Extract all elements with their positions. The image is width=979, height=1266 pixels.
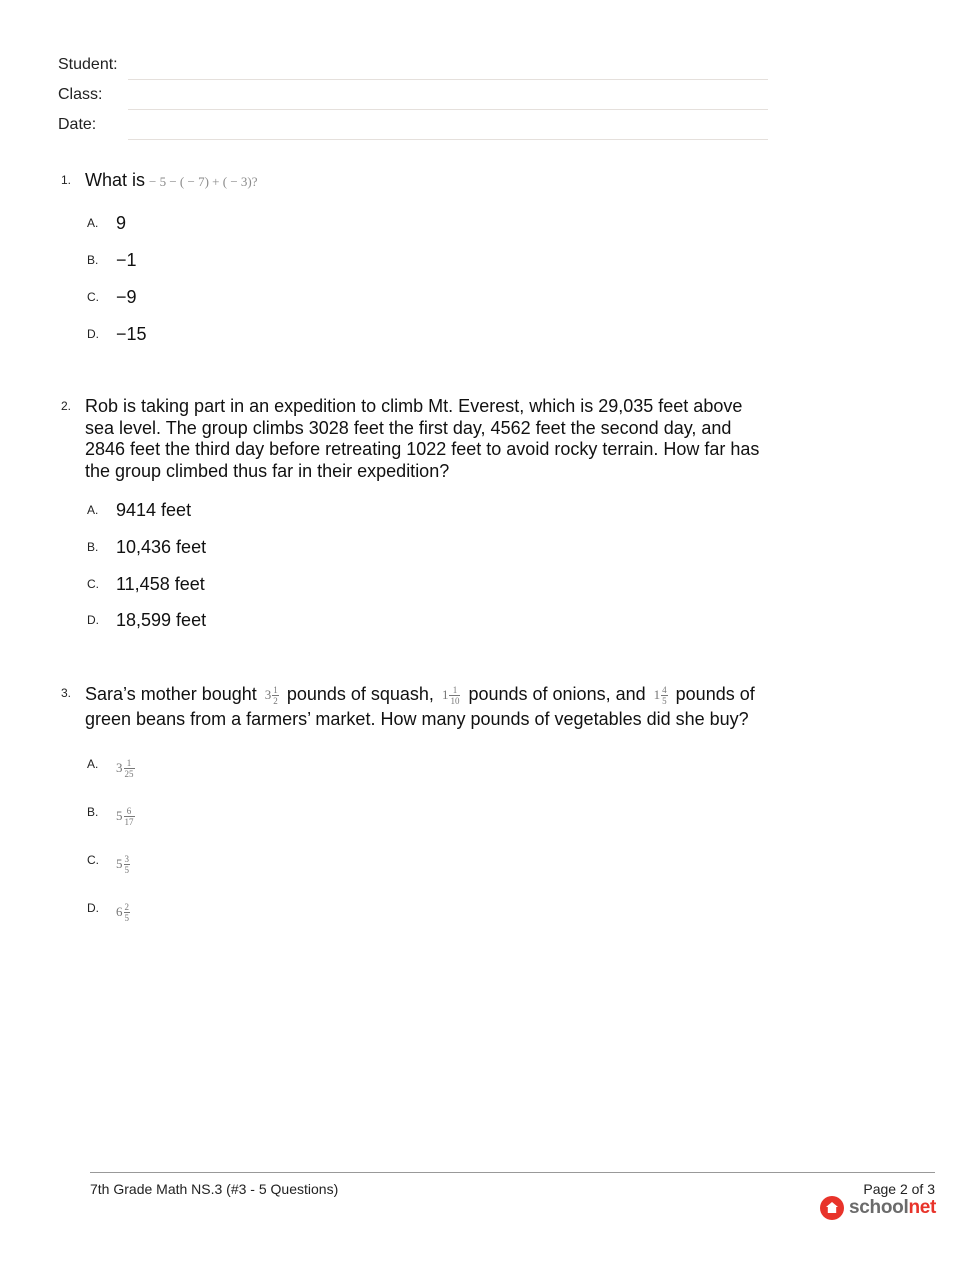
option-b[interactable]: −1 — [116, 250, 137, 270]
logo-text-net: net — [908, 1197, 937, 1218]
fraction-numerator: 1 — [273, 684, 278, 695]
fraction-whole: 3 — [116, 760, 123, 776]
question-text: Rob is taking part in an expedition to climb Mt. Everest, which is 29,035 feet above sea level. The group climbs 3028 feet the first day, 4562 feet the second day, and 2846 feet the third day before retreating 1022 feet to avoid rocky terrain. How far has the group climbed thus far in their expedition? — [85, 396, 760, 481]
question-number: 3. — [61, 686, 72, 700]
question-1-expression: − 5 − ( − 7) + ( − 3)? — [149, 174, 258, 189]
option-b[interactable] — [116, 805, 135, 827]
option-letter: C. — [87, 290, 99, 304]
option-letter: B. — [87, 805, 99, 819]
question-3-text-part3: pounds of onions, and — [468, 684, 646, 704]
fraction-whole: 6 — [116, 904, 123, 920]
fraction-denominator: 5 — [124, 864, 129, 875]
question-text — [85, 170, 765, 193]
fraction-whole: 5 — [116, 808, 123, 824]
page-indicator: Page 2 of 3 — [863, 1181, 935, 1197]
mixed-fraction — [654, 683, 668, 707]
fraction-whole: 5 — [116, 856, 123, 872]
mixed-fraction — [116, 854, 130, 875]
option-letter: A. — [87, 216, 99, 230]
mixed-fraction — [116, 758, 135, 779]
option-d[interactable]: −15 — [116, 324, 147, 344]
option-c[interactable] — [116, 853, 130, 875]
option-letter: D. — [87, 613, 99, 627]
option-a[interactable]: 9 — [116, 213, 127, 233]
option-d[interactable] — [116, 901, 130, 923]
option-letter: D. — [87, 327, 99, 341]
option-a[interactable] — [116, 757, 135, 779]
fraction-denominator: 10 — [450, 695, 460, 706]
fraction-numerator: 1 — [126, 757, 132, 768]
option-letter: B. — [87, 540, 99, 554]
fraction-whole: 1 — [653, 687, 661, 703]
fraction-numerator: 4 — [662, 684, 667, 695]
fraction-numerator: 2 — [124, 901, 129, 912]
home-icon — [820, 1196, 844, 1220]
option-c[interactable]: −9 — [116, 287, 137, 307]
schoolnet-logo — [820, 1196, 936, 1220]
date-field[interactable] — [128, 139, 768, 140]
option-d[interactable]: 18,599 feet — [116, 610, 207, 630]
mixed-fraction — [116, 902, 130, 923]
question-3-text-part2: pounds of squash, — [286, 684, 434, 704]
option-letter: A. — [87, 757, 99, 771]
option-letter: C. — [87, 853, 99, 867]
fraction-numerator: 3 — [124, 853, 129, 864]
class-label: Class: — [58, 86, 103, 103]
question-3-text-part1: Sara’s mother bought — [85, 684, 257, 704]
question-number: 1. — [61, 173, 72, 187]
option-a[interactable]: 9414 feet — [116, 500, 192, 520]
fraction-whole: 1 — [441, 687, 449, 703]
option-letter: A. — [87, 503, 99, 517]
student-label: Student: — [58, 56, 118, 73]
footer-title: 7th Grade Math NS.3 (#3 - 5 Questions) — [90, 1181, 339, 1197]
logo-text-school: school — [849, 1197, 909, 1218]
option-letter: C. — [87, 577, 99, 591]
option-b[interactable]: 10,436 feet — [116, 537, 207, 557]
fraction-numerator: 1 — [452, 684, 458, 695]
mixed-fraction — [116, 806, 135, 827]
question-3-text-part4: pounds of — [675, 684, 755, 704]
question-number: 2. — [61, 399, 72, 413]
fraction-denominator: 5 — [662, 695, 667, 706]
class-field[interactable] — [128, 109, 768, 110]
fraction-numerator: 6 — [126, 805, 132, 816]
logo-text — [849, 1197, 936, 1219]
fraction-denominator: 17 — [124, 816, 134, 827]
question-3-text-line2: green beans from a farmers’ market. How many pounds of vegetables did she buy? — [85, 709, 749, 730]
fraction-whole: 3 — [264, 687, 272, 703]
question-1-prompt: What is — [85, 170, 146, 190]
option-letter: B. — [87, 253, 99, 267]
student-field[interactable] — [128, 79, 768, 80]
option-c[interactable]: 11,458 feet — [116, 574, 205, 594]
mixed-fraction — [442, 683, 461, 707]
date-label: Date: — [58, 116, 97, 133]
question-text — [85, 682, 765, 731]
option-letter: D. — [87, 901, 99, 915]
mixed-fraction — [265, 683, 279, 707]
fraction-denominator: 5 — [124, 912, 129, 923]
footer-divider — [90, 1172, 935, 1173]
fraction-denominator: 25 — [124, 768, 134, 779]
fraction-denominator: 2 — [273, 695, 278, 706]
